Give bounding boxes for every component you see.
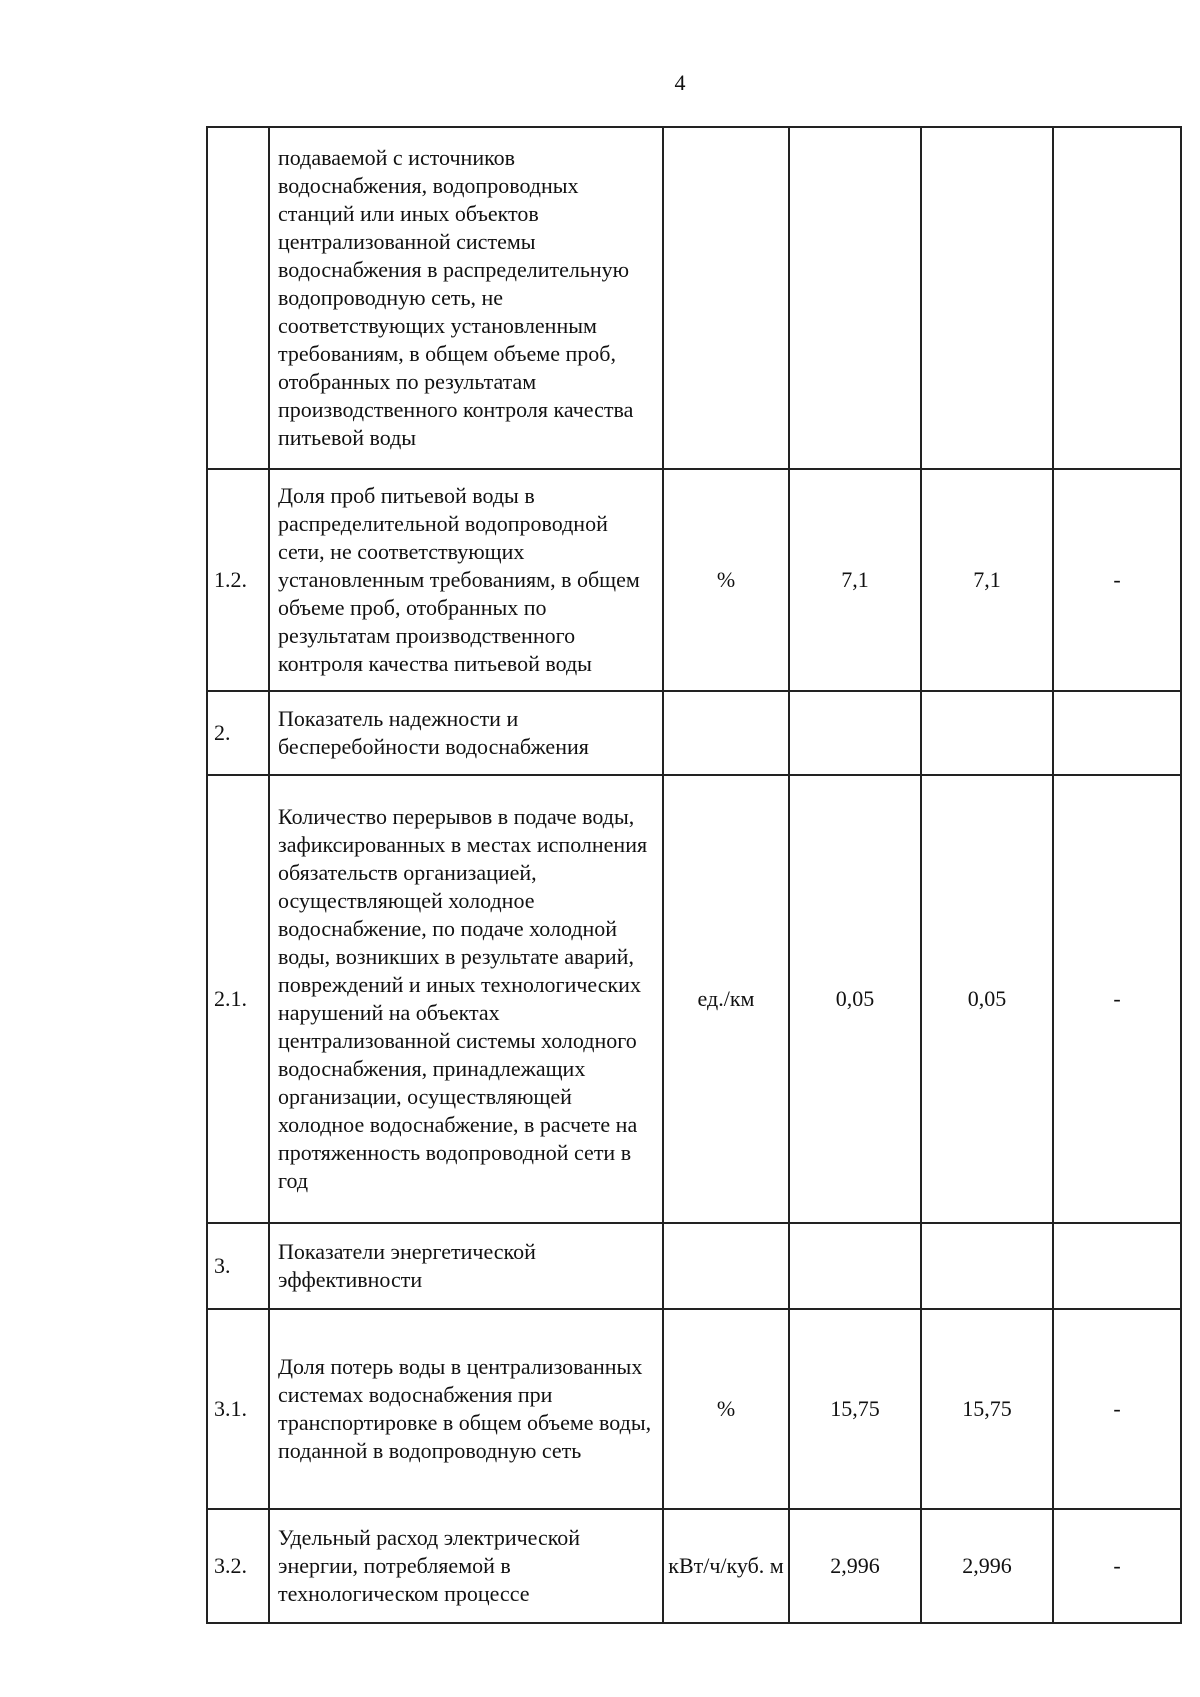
value-cell-2 bbox=[921, 691, 1053, 775]
unit-cell bbox=[663, 127, 789, 469]
table-row bbox=[207, 127, 1181, 469]
indicator-name-cell: Удельный расход электрической энергии, потребляемой в технологическом процессе bbox=[269, 1509, 663, 1623]
indicator-name-cell: Доля проб питьевой воды в распределительной водопроводной сети, не соответствующих установленным требованиям, в общем объеме проб, отобранных по результатам производственного контроля качества питьевой воды bbox=[269, 469, 663, 691]
value-cell-3: - bbox=[1053, 1309, 1181, 1509]
row-number-cell bbox=[207, 127, 269, 469]
value-cell-1: 15,75 bbox=[789, 1309, 921, 1509]
value-cell-2: 15,75 bbox=[921, 1309, 1053, 1509]
value-cell-2: 2,996 bbox=[921, 1509, 1053, 1623]
row-number-cell: 1.2. bbox=[207, 469, 269, 691]
unit-cell: % bbox=[663, 1309, 789, 1509]
table-row bbox=[207, 1309, 1181, 1509]
value-cell-3: - bbox=[1053, 1509, 1181, 1623]
value-cell-3 bbox=[1053, 691, 1181, 775]
indicators-table bbox=[206, 126, 1182, 1624]
value-cell-3: - bbox=[1053, 469, 1181, 691]
table-row bbox=[207, 1509, 1181, 1623]
value-cell-3: - bbox=[1053, 775, 1181, 1223]
value-cell-1 bbox=[789, 691, 921, 775]
unit-cell: % bbox=[663, 469, 789, 691]
table-row bbox=[207, 469, 1181, 691]
unit-cell bbox=[663, 1223, 789, 1309]
value-cell-1: 2,996 bbox=[789, 1509, 921, 1623]
unit-cell bbox=[663, 691, 789, 775]
table-row bbox=[207, 1223, 1181, 1309]
page-number: 4 bbox=[674, 70, 686, 95]
indicator-name-cell: подаваемой с источников водоснабжения, водопроводных станций или иных объектов централизованной системы водоснабжения в распределительную водопроводную сеть, не соответствующих установленным требованиям, в общем объеме проб, отобранных по результатам производственного контроля качества питьевой воды bbox=[269, 127, 663, 469]
value-cell-2 bbox=[921, 127, 1053, 469]
value-cell-2: 0,05 bbox=[921, 775, 1053, 1223]
indicator-name-cell: Количество перерывов в подаче воды, зафиксированных в местах исполнения обязательств организацией, осуществляющей холодное водоснабжение, по подаче холодной воды, возникших в результате аварий, повреждений и иных технологических нарушений на объектах централизованной системы холодного водоснабжения, принадлежащих организации, осуществляющей холодное водоснабжение, в расчете на протяженность водопроводной сети в год bbox=[269, 775, 663, 1223]
row-number-cell: 3. bbox=[207, 1223, 269, 1309]
row-number-cell: 3.2. bbox=[207, 1509, 269, 1623]
value-cell-2 bbox=[921, 1223, 1053, 1309]
value-cell-3 bbox=[1053, 1223, 1181, 1309]
row-number-cell: 3.1. bbox=[207, 1309, 269, 1509]
value-cell-1: 7,1 bbox=[789, 469, 921, 691]
value-cell-1 bbox=[789, 127, 921, 469]
table-row bbox=[207, 691, 1181, 775]
table-row bbox=[207, 775, 1181, 1223]
value-cell-1 bbox=[789, 1223, 921, 1309]
row-number-cell: 2. bbox=[207, 691, 269, 775]
value-cell-3 bbox=[1053, 127, 1181, 469]
indicator-name-cell: Показатели энергетической эффективности bbox=[269, 1223, 663, 1309]
value-cell-2: 7,1 bbox=[921, 469, 1053, 691]
unit-cell: ед./км bbox=[663, 775, 789, 1223]
unit-cell: кВт/ч/куб. м bbox=[663, 1509, 789, 1623]
row-number-cell: 2.1. bbox=[207, 775, 269, 1223]
indicator-name-cell: Показатель надежности и бесперебойности водоснабжения bbox=[269, 691, 663, 775]
value-cell-1: 0,05 bbox=[789, 775, 921, 1223]
indicator-name-cell: Доля потерь воды в централизованных системах водоснабжения при транспортировке в общем объеме воды, поданной в водопроводную сеть bbox=[269, 1309, 663, 1509]
